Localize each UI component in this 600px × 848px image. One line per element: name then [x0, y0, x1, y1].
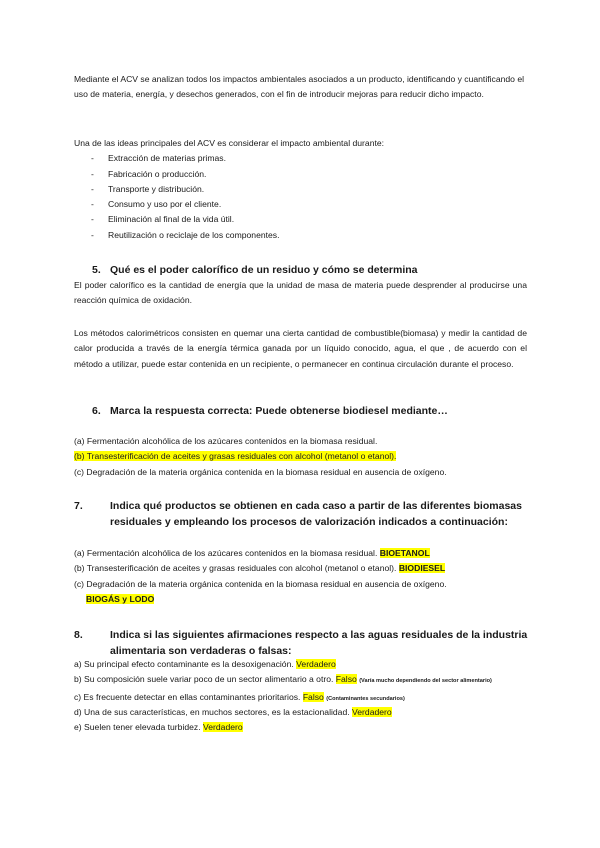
- question-number: 5.: [92, 264, 101, 276]
- answer-badge: Falso: [335, 674, 357, 685]
- q5-paragraph-1: [74, 278, 527, 309]
- list-item: - Extracción de materias primas.: [74, 151, 527, 166]
- intro-paragraph: [74, 72, 527, 103]
- q5-text-2: Los métodos calorimétricos consisten en quemar una cierta cantidad de combustible(biomasa) y medir la cantidad de calor producida a través de la energía térmica ganada por un líquido conocido, agua, el que , de acuerdo con el método a utilizar, puede estar contenida en un recipiente, o permanecer en continua circulación durante el proceso.: [74, 328, 527, 369]
- q5-text-1: El poder calorífico es la cantidad de energía que la unidad de masa de materia puede desprender al producirse una reacción química de oxidación.: [74, 280, 527, 306]
- statement-e: e) Suelen tener elevada turbidez.: [74, 722, 201, 733]
- list-item: - Fabricación o producción.: [74, 167, 527, 182]
- option-c: (c) Degradación de la materia orgánica contenida en la biomasa residual en ausencia de oxígeno.: [74, 466, 447, 477]
- list-item: - Reutilización o reciclaje de los componentes.: [74, 228, 527, 243]
- option-c: [74, 577, 527, 592]
- list-item: - Transporte y distribución.: [74, 182, 527, 197]
- question-number: 8.: [74, 629, 83, 641]
- option-c-text: (c) Degradación de la materia orgánica contenida en la biomasa residual en ausencia de oxígeno.: [74, 578, 447, 589]
- answer-note: (Contaminantes secundarios): [326, 695, 405, 702]
- statement-a: a) Su principal efecto contaminante es la desoxigenación.: [74, 659, 294, 669]
- option-b: (b) Transesterificación de aceites y grasas residuales con alcohol (metanol o etanol).: [74, 563, 397, 574]
- answer-badge: Verdadero: [203, 722, 243, 733]
- option-b-correct: (b) Transesterificación de aceites y grasas residuales con alcohol (metanol o etanol).: [74, 451, 397, 462]
- acv-stages-intro: [74, 136, 527, 243]
- question-7-heading: [74, 498, 545, 530]
- list-item: - Eliminación al final de la vida útil.: [74, 212, 527, 227]
- option-a: (a) Fermentación alcohólica de los azúcares contenidos en la biomasa residual.: [74, 548, 378, 558]
- q7-options: [74, 546, 527, 607]
- answer-badge: Verdadero: [352, 706, 392, 717]
- list-item: - Consumo y uso por el cliente.: [74, 197, 527, 212]
- intro-text: Mediante el ACV se analizan todos los impactos ambientales asociados a un producto, identificando y cuantificando el uso de materia, energía, y desechos generados, con el fin de introducir mejoras para reducir dicho impacto.: [74, 74, 525, 100]
- question-number: 7.: [74, 500, 83, 512]
- option-a: (a) Fermentación alcohólica de los azúcares contenidos en la biomasa residual.: [74, 436, 378, 446]
- q6-options: [74, 434, 527, 480]
- question-title: Indica si las siguientes afirmaciones respecto a las aguas residuales de la industria alimentaria son verdaderas o falsas:: [110, 629, 528, 657]
- answer-note: (Varía mucho dependiendo del sector alimentario): [359, 678, 492, 685]
- statement-d: d) Una de sus características, en muchos sectores, es la estacionalidad.: [74, 706, 350, 717]
- question-number: 6.: [92, 405, 101, 417]
- answer-badge: BIOETANOL: [379, 548, 430, 558]
- q8-statements: [74, 657, 527, 735]
- question-8-heading: [74, 627, 545, 659]
- question-5-heading: [92, 262, 527, 278]
- answer-badge: BIODIESEL: [398, 563, 446, 574]
- q5-paragraph-2: [74, 326, 527, 372]
- statement-b: b) Su composición suele variar poco de un sector alimentario a otro.: [74, 674, 334, 685]
- stages-list: [74, 151, 527, 243]
- question-title: Qué es el poder calorífico de un residuo y cómo se determina: [110, 264, 418, 276]
- question-6-heading: [92, 403, 527, 419]
- stages-lead: Una de las ideas principales del ACV es considerar el impacto ambiental durante:: [74, 138, 385, 148]
- question-title: Marca la respuesta correcta: Puede obtenerse biodiesel mediante…: [110, 405, 448, 417]
- statement-c: c) Es frecuente detectar en ellas contaminantes prioritarios.: [74, 691, 301, 702]
- answer-badge: Verdadero: [296, 659, 336, 669]
- answer-badge: Falso: [302, 691, 324, 702]
- answer-badge: BIOGÁS y LODO: [86, 593, 155, 604]
- question-title: Indica qué productos se obtienen en cada caso a partir de las diferentes biomasas residuales y empleando los procesos de valorización indicados a continuación:: [110, 500, 522, 528]
